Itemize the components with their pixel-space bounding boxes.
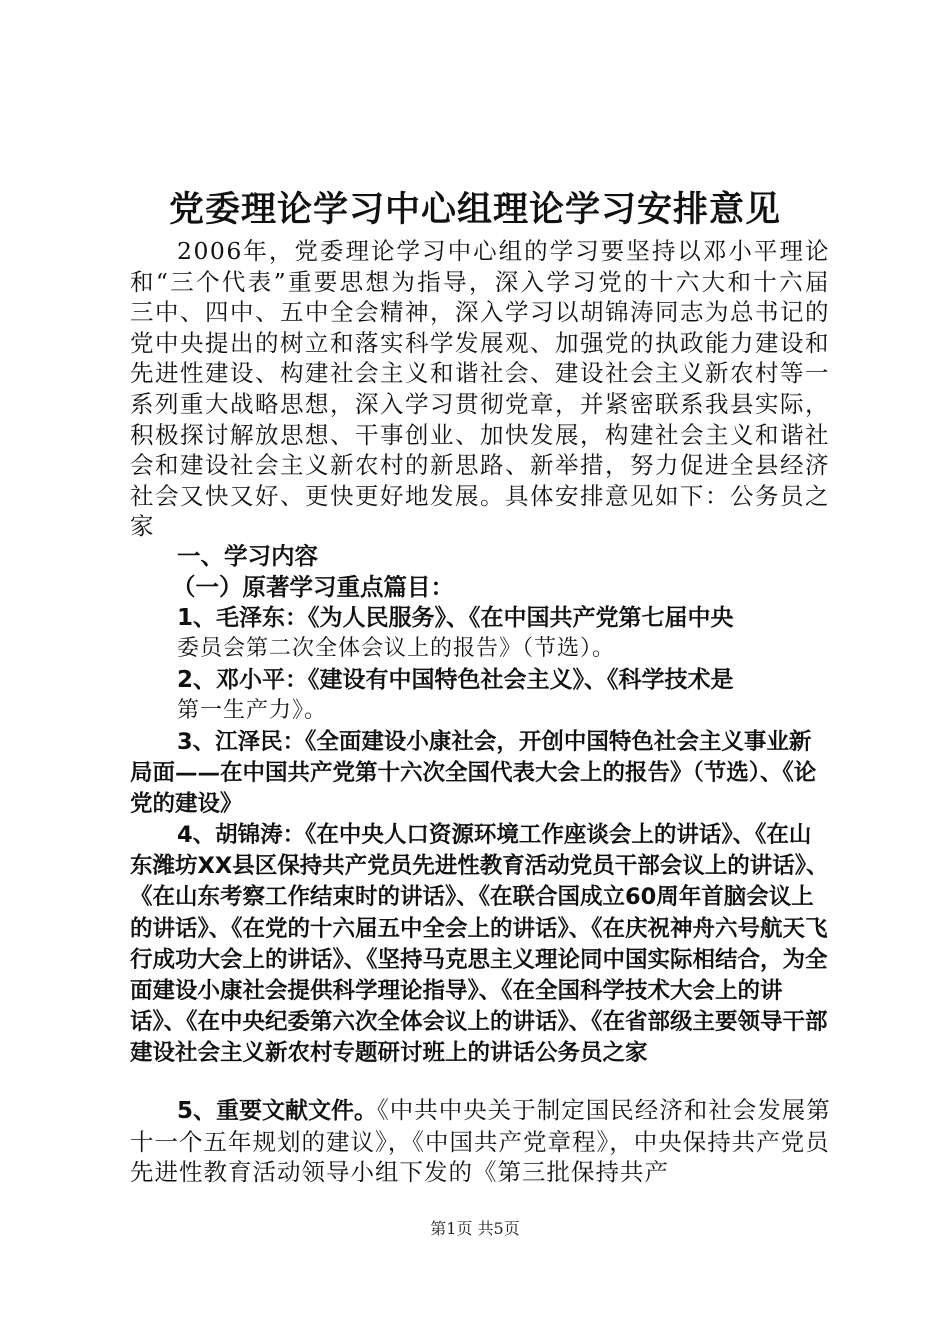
list-item-5-rest: 《中共中央关于制定国民经济和社会发展第十一个五年规划的建议》，《中国共产党章程》，中央保持共产党员先进性教育活动领导小组下发的《第三批保持共产 (130, 1096, 831, 1187)
list-item-5 (130, 1095, 832, 1188)
list-item-5-lead: 5、重要文献文件。 (177, 1098, 378, 1124)
intro-paragraph: 2006年，党委理论学习中心组的学习要坚持以邓小平理论和“三个代表”重要思想为指导，深入学习党的十六大和十六届三中、四中、五中全会精神，深入学习以胡锦涛同志为总书记的党中央提出的树立和落实科学发展观、加强党的执政能力建设和先进性建设、构建社会主义和谐社会、建设社会主义新农村等一系列重大战略思想，深入学习贯彻党章，并紧密联系我县实际，积极探讨解放思想、干事创业、加快发展，构建社会主义和谐社会和建设社会主义新农村的新思路、新举措，努力促进全县经济社会又快又好、更快更好地发展。具体安排意见如下：公务员之家 (130, 237, 830, 541)
page-footer: 第1页 共5页 (430, 1219, 520, 1238)
list-item-2-rest: 第一生产力》。 (177, 697, 328, 723)
section-heading-1: 一、学习内容 (177, 542, 318, 570)
list-item-1-rest: 委员会第二次全体会议上的报告》（节选）。 (177, 635, 616, 661)
list-item-1-lead: 1、毛泽东：《为人民服务》、《在中国共产党第七届中央 (177, 605, 734, 631)
list-item-3: 3、江泽民：《全面建设小康社会，开创中国特色社会主义事业新局面——在中国共产党第十六次全国代表大会上的报告》（节选）、《论党的建设》 (130, 729, 817, 818)
document-title: 党委理论学习中心组理论学习安排意见 (168, 189, 781, 230)
list-item-2-lead: 2、邓小平：《建设有中国特色社会主义》、《科学技术是 (177, 667, 734, 693)
list-item-4: 4、胡锦涛：《在中央人口资源环境工作座谈会上的讲话》、《在山东潍坊XX县区保持共产党员先进性教育活动党员干部会议上的讲话》、《在山东考察工作结束时的讲话》、《在联合国成立60周年首脑会议上的讲话》、《在党的十六届五中全会上的讲话》、《在庆祝神舟六号航天飞行成功大会上的讲话》、《坚持马克思主义理论同中国实际相结合，为全面建设小康社会提供科学理论指导》、《在全国科学技术大会上的讲话》、《在中央纪委第六次全体会议上的讲话》、《在省部级主要领导干部建设社会主义新农村专题研讨班上的讲话公务员之家 (130, 822, 829, 1067)
list-item-1 (177, 603, 832, 664)
list-item-2 (177, 665, 832, 726)
subsection-heading-1: （一）原著学习重点篇目： (172, 573, 454, 601)
